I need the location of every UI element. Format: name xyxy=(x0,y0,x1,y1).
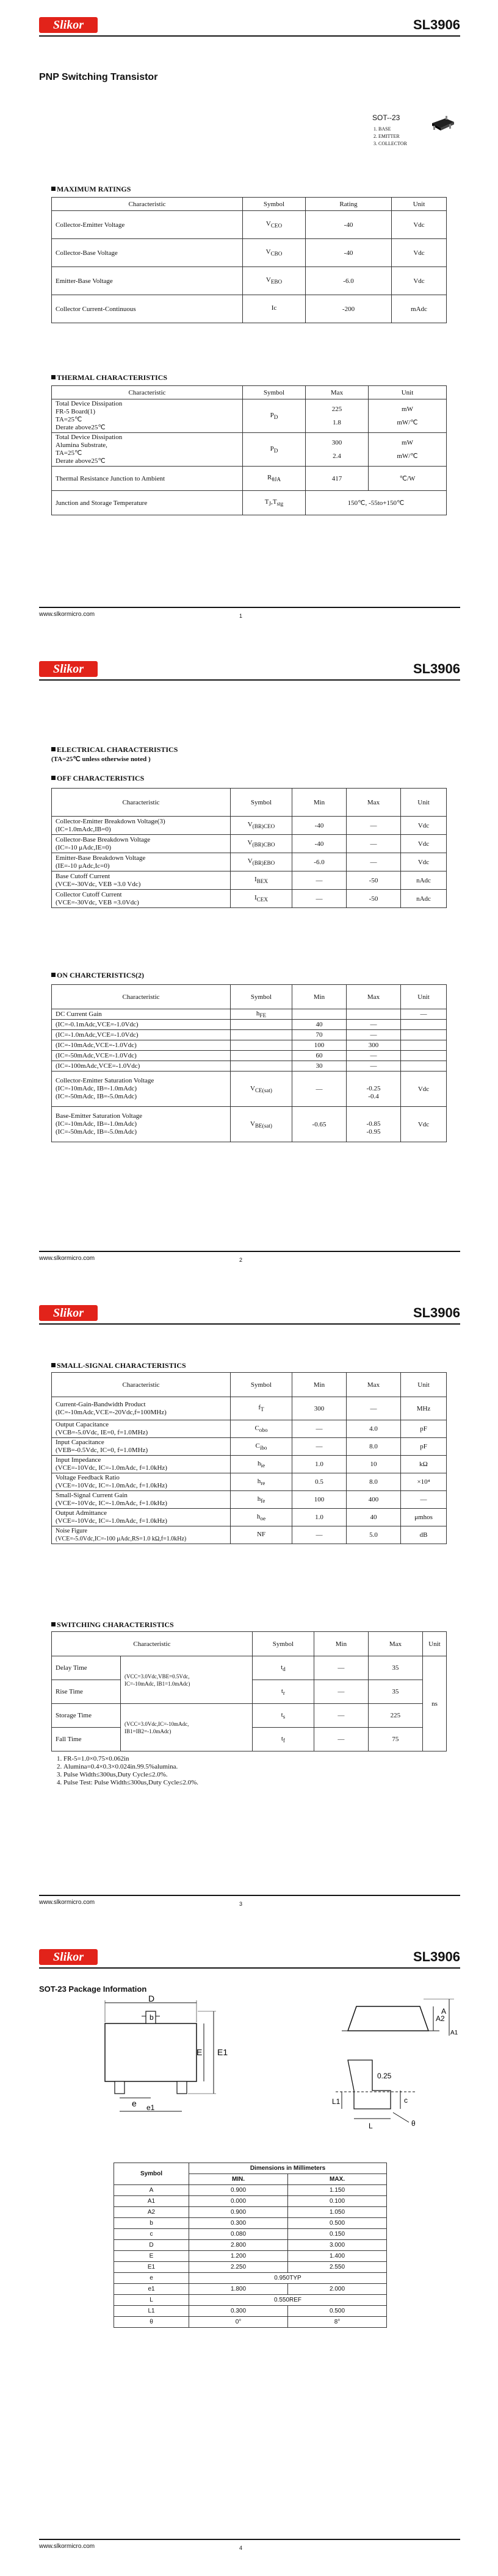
column-header: Unit xyxy=(401,985,447,1009)
max-ratings-table xyxy=(51,197,447,323)
footnote: 1. FR-5=1.0×0.75×0.062in xyxy=(63,1755,198,1763)
table-row: Base Cutoff Current (VCE=-30Vdc, VEB =3.0 Vdc) $I_{BEX}$ — -50 nAdc xyxy=(52,871,447,890)
column-header: Symbol xyxy=(231,985,292,1009)
table-row: Collector Current-Continuous Ic -200 mAdc xyxy=(52,295,447,323)
table-row: Small-Signal Current Gain (VCE=-10Vdc, IC=-1.0mAdc, f=1.0kHz) $h_{fe}$ 100 400 — xyxy=(52,1491,447,1509)
sot23-package-icon xyxy=(427,113,458,134)
table-row: A 0.900 1.150 xyxy=(114,2185,387,2196)
page-1 xyxy=(0,0,498,644)
table-row: L 0.550REF xyxy=(114,2295,387,2306)
column-header: Characteristic xyxy=(52,198,243,211)
table-row: Fall Time $t_f$ — 75 xyxy=(52,1728,447,1751)
part-number: SL3906 xyxy=(413,661,460,676)
table-row: Total Device Dissipation FR-5 Board(1) TA=25℃ Derate above25℃ $P_D$ 225 1.8 mW mW/℃ xyxy=(52,399,447,433)
document-title: PNP Switching Transistor xyxy=(39,72,158,82)
table-row: L1 0.300 0.500 xyxy=(114,2306,387,2317)
table-row: Output Capacitance (VCB=-5.0Vdc, IE=0, f=1.0MHz) $C_{obo}$ — 4.0 pF xyxy=(52,1420,447,1438)
section-heading: THERMAL CHARACTERISTICS xyxy=(51,373,167,382)
dim-label-gauge: 0.25 xyxy=(377,2072,392,2080)
lead-detail-drawing xyxy=(330,2054,458,2139)
column-header: Characteristic xyxy=(52,985,231,1009)
column-header: Min xyxy=(292,789,347,817)
table-row: Rise Time $t_r$ — 35 xyxy=(52,1680,447,1704)
switching-table xyxy=(51,1631,447,1751)
page-number: 4 xyxy=(239,2545,243,2551)
footer-url[interactable]: www.slkormicro.com xyxy=(39,1255,95,1262)
page-number: 3 xyxy=(239,1901,243,1907)
off-characteristics-table xyxy=(51,788,447,908)
table-row: Emitter-Base Voltage $V_{EBO}$ -6.0 Vdc xyxy=(52,267,447,295)
page-3 xyxy=(0,1288,498,1932)
column-header: Symbol xyxy=(231,1373,292,1397)
table-row: Input Impedance (VCE=-10Vdc, IC=-1.0mAdc, f=1.0kHz) $h_{ie}$ 1.0 10 kΩ xyxy=(52,1456,447,1473)
brand-logo: Slikor xyxy=(39,1305,98,1321)
section-heading: OFF CHARACTERISTICS xyxy=(51,774,144,783)
table-row: DC Current Gain $h_{FE}$ — xyxy=(52,1009,447,1020)
dim-label-a: A xyxy=(441,2007,447,2016)
table-row: Collector-Emitter Saturation Voltage (IC=-10mAdc, IB=-1.0mAdc) (IC=-50mAdc, IB=-5.0mAdc) $V_{CE(sat)}$ — -0.25 -0.4 Vdc xyxy=(52,1072,447,1107)
section-heading: SMALL-SIGNAL CHARACTERISTICS xyxy=(51,1361,186,1370)
table-row: D 2.800 3.000 xyxy=(114,2240,387,2251)
package-info-title: SOT-23 Package Information xyxy=(39,1984,147,1994)
column-header: Max xyxy=(306,386,369,399)
table-row: θ 0° 8° xyxy=(114,2317,387,2328)
column-header: Min xyxy=(292,1373,347,1397)
column-header: Max xyxy=(347,789,401,817)
column-header: Unit xyxy=(369,386,447,399)
table-row: Junction and Storage Temperature $T_J,T_{stg}$ 150℃, -55to+150℃ xyxy=(52,491,447,515)
table-row: A1 0.000 0.100 xyxy=(114,2196,387,2207)
dim-label-l: L xyxy=(369,2122,373,2130)
table-row: Base-Emitter Saturation Voltage (IC=-10mAdc, IB=-1.0mAdc) (IC=-50mAdc, IB=-5.0mAdc) $V_{BE(sat)}$ -0.65 -0.85 -0.95 Vdc xyxy=(52,1107,447,1142)
page-footer xyxy=(39,2539,460,2552)
column-header: Max xyxy=(368,1632,422,1656)
footnote: 3. Pulse Width≤300us,Duty Cycle≤2.0%. xyxy=(63,1771,198,1779)
column-header: Max xyxy=(347,1373,401,1397)
table-row: Collector-Emitter Voltage $V_{CEO}$ -40 Vdc xyxy=(52,211,447,239)
column-header: Characteristic xyxy=(52,386,243,399)
column-header: Symbol xyxy=(243,386,306,399)
table-row: (IC=-1.0mAdc,VCE=-1.0Vdc) 70 — xyxy=(52,1030,447,1040)
footer-url[interactable]: www.slkormicro.com xyxy=(39,2543,95,2550)
section-heading: MAXIMUM RATINGS xyxy=(51,185,131,194)
column-header: Rating xyxy=(306,198,392,211)
dim-label-pitch2: e1 xyxy=(146,2103,155,2112)
dim-label-a1: A1 xyxy=(450,2030,458,2036)
dim-label-l1: L1 xyxy=(332,2097,341,2106)
page-header xyxy=(39,1949,460,1969)
column-header: Min xyxy=(314,1632,368,1656)
column-header: Max xyxy=(347,985,401,1009)
page-header xyxy=(39,1305,460,1325)
dim-label-e1: E1 xyxy=(217,2047,228,2057)
on-characteristics-table xyxy=(51,984,447,1142)
dim-label-a2: A2 xyxy=(436,2014,445,2023)
column-header: Unit xyxy=(401,789,447,817)
column-header: Symbol xyxy=(231,789,292,817)
section-heading: SWITCHING CHARACTERISTICS xyxy=(51,1620,174,1630)
table-row: Delay Time (VCC=3.0Vdc,VBE=0.5Vdc, IC=-10mAdc, IB1=1.0mAdc) $t_d$ — 35 ns xyxy=(52,1656,447,1680)
page-number: 2 xyxy=(239,1257,243,1263)
table-row: Total Device Dissipation Alumina Substrate, TA=25℃ Derate above25℃ $P_D$ 300 2.4 mW mW/℃ xyxy=(52,433,447,467)
table-row: A2 0.900 1.050 xyxy=(114,2207,387,2218)
page-2 xyxy=(0,644,498,1288)
table-row: (IC=-50mAdc,VCE=-1.0Vdc) 60 — xyxy=(52,1051,447,1061)
column-header: MIN. xyxy=(189,2174,288,2185)
brand-logo: Slikor xyxy=(39,17,98,33)
footer-url[interactable]: www.slkormicro.com xyxy=(39,611,95,618)
table-row: e1 1.800 2.000 xyxy=(114,2284,387,2295)
column-header: Characteristic xyxy=(52,1632,253,1656)
table-row: Collector Cutoff Current (VCE=-30Vdc, VEB =3.0Vdc) $I_{CEX}$ — -50 nAdc xyxy=(52,890,447,908)
dim-label-pitch: e xyxy=(132,2098,137,2108)
section-heading: ELECTRICAL CHARACTERISTICS xyxy=(51,745,178,754)
column-header: Unit xyxy=(401,1373,447,1397)
table-row: Noise Figure (VCE=-5.0Vdc,IC=-100 μAdc,RS=1.0 kΩ,f=1.0kHz) NF — 5.0 dB xyxy=(52,1526,447,1544)
pin-2: 2. EMITTER xyxy=(374,134,400,139)
table-row: (IC=-10mAdc,VCE=-1.0Vdc) 100 300 xyxy=(52,1040,447,1051)
page-footer xyxy=(39,1895,460,1908)
table-row: b 0.300 0.500 xyxy=(114,2218,387,2229)
column-header: Characteristic xyxy=(52,789,231,817)
footnotes xyxy=(63,1755,198,1787)
column-header: Min xyxy=(292,985,347,1009)
section-heading: ON CHARCTERISTICS(2) xyxy=(51,971,144,980)
pin-list xyxy=(374,126,407,148)
condition-note: (TA=25℃ unless otherwise noted ) xyxy=(51,756,151,763)
package-side-view-drawing xyxy=(342,1993,458,2048)
part-number: SL3906 xyxy=(413,1949,460,1964)
table-row: E1 2.250 2.550 xyxy=(114,2262,387,2273)
table-row: Collector-Emitter Breakdown Voltage(3) (IC=1.0mAdc,IB=0) $V_{(BR)CEO}$ -40 — Vdc xyxy=(52,817,447,835)
page-header xyxy=(39,17,460,37)
table-row: E 1.200 1.400 xyxy=(114,2251,387,2262)
table-row: Output Admittance (VCE=-10Vdc, IC=-1.0mAdc, f=1.0kHz) $h_{oe}$ 1.0 40 μmhos xyxy=(52,1509,447,1526)
brand-logo: Slikor xyxy=(39,1949,98,1965)
part-number: SL3906 xyxy=(413,1305,460,1320)
dim-label-c: c xyxy=(404,2096,408,2105)
dim-label-b: b xyxy=(150,2013,154,2022)
page-footer xyxy=(39,607,460,620)
page-number: 1 xyxy=(239,613,243,619)
table-row: c 0.080 0.150 xyxy=(114,2229,387,2240)
column-header: Symbol xyxy=(252,1632,314,1656)
dim-label-theta: θ xyxy=(411,2119,416,2128)
column-header: Symbol xyxy=(243,198,306,211)
small-signal-table xyxy=(51,1372,447,1544)
column-header: Characteristic xyxy=(52,1373,231,1397)
column-header: Symbol xyxy=(114,2163,189,2185)
pin-3: 3. COLLECTOR xyxy=(374,141,407,146)
table-row: Thermal Resistance Junction to Ambient $R_{\theta JA}$ 417 ℃/W xyxy=(52,467,447,491)
package-name: SOT--23 xyxy=(372,113,400,122)
dim-label-d: D xyxy=(148,1994,155,2003)
table-row: Voltage Feedback Ratio (VCE=-10Vdc, IC=-1.0mAdc, f=1.0kHz) $h_{re}$ 0.5 8.0 ×10⁴ xyxy=(52,1473,447,1491)
thermal-table xyxy=(51,385,447,515)
table-row: Input Capacitance (VEB=-0.5Vdc, IC=0, f=1.0MHz) $C_{ibo}$ — 8.0 pF xyxy=(52,1438,447,1456)
package-top-view-drawing xyxy=(68,1994,245,2115)
table-row: Collector-Base Voltage $V_{CBO}$ -40 Vdc xyxy=(52,239,447,267)
table-row: Collector-Base Breakdown Voltage (IC=-10 μAdc,IE=0) $V_{(BR)CBO}$ -40 — Vdc xyxy=(52,835,447,853)
column-header: Unit xyxy=(392,198,447,211)
column-group-header: Dimensions in Millimeters xyxy=(189,2163,387,2174)
table-row: e 0.950TYP xyxy=(114,2273,387,2284)
table-row: (IC=-100mAdc,VCE=-1.0Vdc) 30 — xyxy=(52,1061,447,1072)
footnote: 4. Pulse Test: Pulse Width≤300us,Duty Cycle≤2.0%. xyxy=(63,1779,198,1787)
dim-label-e: E xyxy=(197,2047,203,2057)
table-row: (IC=-0.1mAdc,VCE=-1.0Vdc) 40 — xyxy=(52,1020,447,1030)
table-row: Emitter-Base Breakdown Voltage (IE=-10 μAdc,Ic=0) $V_{(BR)EBO}$ -6.0 — Vdc xyxy=(52,853,447,871)
footer-url[interactable]: www.slkormicro.com xyxy=(39,1899,95,1906)
page-header xyxy=(39,661,460,681)
pin-1: 1. BASE xyxy=(374,126,391,132)
footnote: 2. Alumina=0.4×0.3×0.024in.99.5%alumina. xyxy=(63,1763,198,1771)
page-4 xyxy=(0,1932,498,2576)
column-header: MAX. xyxy=(288,2174,387,2185)
part-number: SL3906 xyxy=(413,17,460,32)
page-footer xyxy=(39,1251,460,1264)
brand-logo: Slikor xyxy=(39,661,98,677)
package-dimensions-table xyxy=(114,2163,387,2328)
column-header: Unit xyxy=(422,1632,446,1656)
table-row: Storage Time (VCC=3.0Vdc,IC=-10mAdc, IB1=IB2=-1.0mAdc) $t_s$ — 225 xyxy=(52,1704,447,1728)
table-row: Current-Gain-Bandwidth Product (IC=-10mAdc,VCE=-20Vdc,f=100MHz) $f_T$ 300 — MHz xyxy=(52,1397,447,1420)
